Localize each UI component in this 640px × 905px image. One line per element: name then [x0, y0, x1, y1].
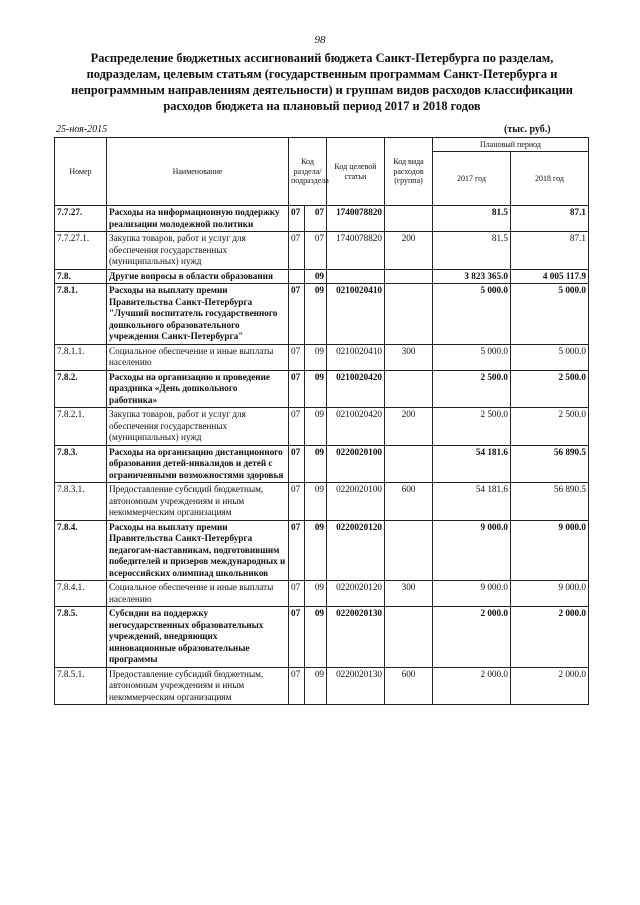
- row-amount-2018: 2 500.0: [511, 408, 589, 446]
- row-amount-2018: 87.1: [511, 206, 589, 232]
- row-expense-code: 300: [385, 581, 433, 607]
- row-section: [289, 269, 305, 284]
- row-number: 7.8.5.1.: [55, 667, 107, 705]
- row-subsection: 07: [305, 232, 327, 270]
- row-name: Расходы на информационную поддержку реализации молодежной политики: [107, 206, 289, 232]
- row-name: Закупка товаров, работ и услуг для обеспечения государственных (муниципальных) нужд: [107, 408, 289, 446]
- row-amount-2017: 2 000.0: [433, 667, 511, 705]
- row-name: Предоставление субсидий бюджетным, автономным учреждениям и иным некоммерческим организациям: [107, 667, 289, 705]
- row-amount-2017: 54 181.6: [433, 483, 511, 521]
- table-body: [55, 206, 589, 705]
- row-section: 07: [289, 206, 305, 232]
- row-name: Расходы на выплату премии Правительства Санкт-Петербурга "Лучший воспитатель государственного дошкольного образовательного учреждения Санкт-Петербурга": [107, 284, 289, 345]
- row-section: 07: [289, 232, 305, 270]
- units-label: (тыс. руб.): [504, 124, 551, 135]
- row-amount-2017: 5 000.0: [433, 284, 511, 345]
- row-amount-2018: 2 000.0: [511, 667, 589, 705]
- header-number: Номер: [55, 138, 107, 206]
- row-target-code: 1740078820: [327, 206, 385, 232]
- row-section: 07: [289, 667, 305, 705]
- row-subsection: 09: [305, 581, 327, 607]
- row-name: Другие вопросы в области образования: [107, 269, 289, 284]
- row-number: 7.8.4.1.: [55, 581, 107, 607]
- row-subsection: 09: [305, 269, 327, 284]
- row-amount-2018: 2 000.0: [511, 607, 589, 668]
- row-section: 07: [289, 520, 305, 581]
- row-subsection: 09: [305, 408, 327, 446]
- table-row: [55, 344, 589, 370]
- document-title: Распределение бюджетных ассигнований бюджета Санкт-Петербурга по разделам, подразделам, целевым статьям (государственным программам Санкт-Петербурга и непрограммным направлениям деятельности) и группам видов расходов классификации расходов бюджета на плановый период 2017 и 2018 годов: [71, 51, 573, 113]
- row-subsection: 07: [305, 206, 327, 232]
- row-amount-2018: 4 005 117.9: [511, 269, 589, 284]
- header-section-code: Код раздела/ подраздела: [289, 138, 327, 206]
- row-number: 7.8.4.: [55, 520, 107, 581]
- table-row: [55, 520, 589, 581]
- row-subsection: 09: [305, 370, 327, 408]
- header-name: Наименование: [107, 138, 289, 206]
- row-name: Предоставление субсидий бюджетным, автономным учреждениям и иным некоммерческим организациям: [107, 483, 289, 521]
- row-expense-code: [385, 284, 433, 345]
- row-expense-code: 600: [385, 667, 433, 705]
- row-amount-2018: 9 000.0: [511, 581, 589, 607]
- row-name: Закупка товаров, работ и услуг для обеспечения государственных (муниципальных) нужд: [107, 232, 289, 270]
- page-number: 98: [314, 34, 326, 46]
- row-section: 07: [289, 483, 305, 521]
- row-amount-2018: 5 000.0: [511, 344, 589, 370]
- row-target-code: 0220020100: [327, 445, 385, 483]
- row-target-code: 0220020100: [327, 483, 385, 521]
- row-name: Расходы на выплату премии Правительства Санкт-Петербурга педагогам-наставникам, подготовившим победителей и призеров международных и всероссийских олимпиад школьников: [107, 520, 289, 581]
- row-target-code: [327, 269, 385, 284]
- header-year-2018: 2018 год: [511, 152, 589, 206]
- row-name: Социальное обеспечение и иные выплаты населению: [107, 344, 289, 370]
- row-amount-2017: 81.5: [433, 232, 511, 270]
- row-number: 7.7.27.: [55, 206, 107, 232]
- row-number: 7.8.2.: [55, 370, 107, 408]
- row-target-code: 0210020410: [327, 344, 385, 370]
- row-section: 07: [289, 408, 305, 446]
- row-section: 07: [289, 284, 305, 345]
- row-target-code: 0210020420: [327, 370, 385, 408]
- row-expense-code: [385, 520, 433, 581]
- table-row: [55, 408, 589, 446]
- row-expense-code: [385, 370, 433, 408]
- row-expense-code: 300: [385, 344, 433, 370]
- row-number: 7.8.: [55, 269, 107, 284]
- budget-table: [54, 137, 589, 705]
- row-number: 7.8.5.: [55, 607, 107, 668]
- row-amount-2017: 81.5: [433, 206, 511, 232]
- row-amount-2018: 5 000.0: [511, 284, 589, 345]
- row-subsection: 09: [305, 344, 327, 370]
- header-target-code: Код целевой статьи: [327, 138, 385, 206]
- row-section: 07: [289, 344, 305, 370]
- row-target-code: 0220020120: [327, 581, 385, 607]
- table-row: [55, 232, 589, 270]
- row-expense-code: 200: [385, 408, 433, 446]
- header-year-2017: 2017 год: [433, 152, 511, 206]
- row-amount-2017: 5 000.0: [433, 344, 511, 370]
- row-subsection: 09: [305, 483, 327, 521]
- table-row: [55, 269, 589, 284]
- row-amount-2017: 9 000.0: [433, 520, 511, 581]
- table-row: [55, 667, 589, 705]
- row-section: 07: [289, 607, 305, 668]
- row-expense-code: [385, 445, 433, 483]
- row-expense-code: [385, 269, 433, 284]
- table-row: [55, 370, 589, 408]
- header-planning-period: Плановый период: [433, 138, 589, 152]
- row-amount-2017: 2 000.0: [433, 607, 511, 668]
- row-amount-2018: 56 890.5: [511, 483, 589, 521]
- row-number: 7.8.1.1.: [55, 344, 107, 370]
- row-amount-2018: 9 000.0: [511, 520, 589, 581]
- row-target-code: 0210020420: [327, 408, 385, 446]
- row-section: 07: [289, 581, 305, 607]
- row-amount-2017: 2 500.0: [433, 408, 511, 446]
- row-target-code: 0210020410: [327, 284, 385, 345]
- row-name: Социальное обеспечение и иные выплаты населению: [107, 581, 289, 607]
- row-expense-code: [385, 607, 433, 668]
- table-row: [55, 581, 589, 607]
- row-number: 7.8.3.1.: [55, 483, 107, 521]
- row-amount-2017: 9 000.0: [433, 581, 511, 607]
- row-amount-2017: 3 823 365.0: [433, 269, 511, 284]
- row-target-code: 0220020130: [327, 607, 385, 668]
- row-number: 7.8.3.: [55, 445, 107, 483]
- row-name: Расходы на организацию и проведение праздника «День дошкольного работника»: [107, 370, 289, 408]
- row-expense-code: 600: [385, 483, 433, 521]
- row-subsection: 09: [305, 284, 327, 345]
- table-row: [55, 607, 589, 668]
- row-number: 7.8.2.1.: [55, 408, 107, 446]
- row-amount-2017: 54 181.6: [433, 445, 511, 483]
- table-row: [55, 445, 589, 483]
- row-section: 07: [289, 445, 305, 483]
- row-subsection: 09: [305, 445, 327, 483]
- row-section: 07: [289, 370, 305, 408]
- row-expense-code: 200: [385, 232, 433, 270]
- row-number: 7.7.27.1.: [55, 232, 107, 270]
- row-name: Расходы на организацию дистанционного образования детей-инвалидов и детей с ограниченными возможностями здоровья: [107, 445, 289, 483]
- row-number: 7.8.1.: [55, 284, 107, 345]
- row-expense-code: [385, 206, 433, 232]
- row-amount-2018: 56 890.5: [511, 445, 589, 483]
- document-date: 25-ноя-2015: [56, 124, 108, 135]
- row-subsection: 09: [305, 607, 327, 668]
- row-amount-2018: 2 500.0: [511, 370, 589, 408]
- row-target-code: 0220020120: [327, 520, 385, 581]
- row-subsection: 09: [305, 667, 327, 705]
- row-amount-2017: 2 500.0: [433, 370, 511, 408]
- row-name: Субсидии на поддержку негосударственных образовательных учреждений, внедряющих инновационные образовательные программы: [107, 607, 289, 668]
- row-amount-2018: 87.1: [511, 232, 589, 270]
- row-target-code: 0220020130: [327, 667, 385, 705]
- row-target-code: 1740078820: [327, 232, 385, 270]
- table-row: [55, 284, 589, 345]
- table-row: [55, 483, 589, 521]
- header-expense-code: Код вида расходов (группа): [385, 138, 433, 206]
- row-subsection: 09: [305, 520, 327, 581]
- table-row: [55, 206, 589, 232]
